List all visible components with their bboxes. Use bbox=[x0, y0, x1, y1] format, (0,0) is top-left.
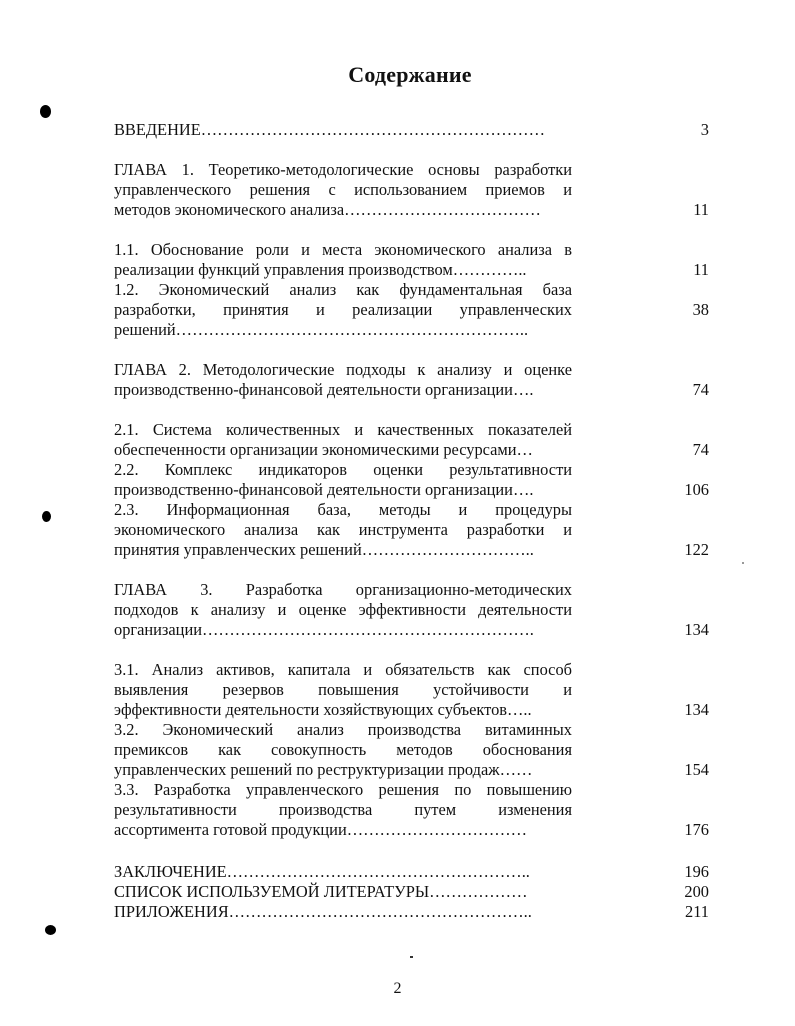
toc-entry-text: ГЛАВА 1. Теоретико-методологические основы разработки bbox=[114, 160, 572, 179]
toc-entry-text: выявления резервов повышения устойчивости и bbox=[114, 680, 572, 699]
toc-entry-text: результативности производства путем изменения bbox=[114, 800, 572, 819]
margin-hole-mark bbox=[45, 925, 56, 935]
toc-page-number: 38 bbox=[692, 300, 709, 319]
toc-entry-text: обеспеченности организации экономическими ресурсами… bbox=[114, 440, 533, 459]
toc-page-number: 211 bbox=[685, 902, 709, 921]
toc-entry-text: подходов к анализу и оценке эффективности деятельности bbox=[114, 600, 572, 619]
toc-entry-text: ГЛАВА 3. Разработка организационно-методических bbox=[114, 580, 572, 599]
toc-entry-text: 2.2. Комплекс индикаторов оценки результативности bbox=[114, 460, 572, 479]
toc-entry-text: 2.3. Информационная база, методы и процедуры bbox=[114, 500, 572, 519]
toc-entry-text: 3.3. Разработка управленческого решения по повышению bbox=[114, 780, 572, 799]
toc-page-number: 74 bbox=[692, 380, 709, 399]
scan-speck bbox=[742, 562, 744, 564]
toc-entry-text: методов экономического анализа……………………………… bbox=[114, 200, 541, 219]
scan-mark bbox=[410, 956, 413, 958]
toc-entry-section-1-2[interactable] bbox=[114, 280, 572, 340]
toc-entry-section-3-1[interactable] bbox=[114, 660, 572, 720]
page-number: 2 bbox=[393, 980, 402, 997]
toc-entry-introduction[interactable] bbox=[114, 120, 572, 140]
toc-entry-text: ПРИЛОЖЕНИЯ……………………………………………….. bbox=[114, 902, 532, 921]
toc-entry-text: управленческого решения с использованием приемов и bbox=[114, 180, 572, 199]
toc-entry-text: ЗАКЛЮЧЕНИЕ……………………………………………….. bbox=[114, 862, 530, 881]
toc-entry-chapter-3[interactable] bbox=[114, 580, 572, 640]
toc-entry-text: 1.1. Обоснование роли и места экономического анализа в bbox=[114, 240, 572, 259]
toc-entry-text: 3.1. Анализ активов, капитала и обязательств как способ bbox=[114, 660, 572, 679]
toc-entry-text: премиксов как совокупность методов обоснования bbox=[114, 740, 572, 759]
toc-page-number: 176 bbox=[684, 820, 709, 839]
toc-entry-chapter-1[interactable] bbox=[114, 160, 572, 220]
toc-page-number: 11 bbox=[693, 260, 709, 279]
page-title: Содержание bbox=[348, 62, 472, 87]
toc-entry-text: экономического анализа как инструмента разработки и bbox=[114, 520, 572, 539]
toc-entry-text: 1.2. Экономический анализ как фундаментальная база bbox=[114, 280, 572, 299]
toc-entry-text: ВВЕДЕНИЕ……………………………………………………… bbox=[114, 120, 545, 139]
toc-entry-text: принятия управленческих решений………………………….. bbox=[114, 540, 534, 559]
toc-entry-section-3-3[interactable] bbox=[114, 780, 572, 840]
toc-entry-text: эффективности деятельности хозяйствующих субъектов….. bbox=[114, 700, 532, 719]
toc-page-number: 74 bbox=[692, 440, 709, 459]
toc-entry-text: организации……………………………………………………. bbox=[114, 620, 534, 639]
toc-entry-chapter-2[interactable] bbox=[114, 360, 572, 400]
toc-entry-text: производственно-финансовой деятельности организации…. bbox=[114, 380, 534, 399]
toc-entry-text: решений……………………………………………………….. bbox=[114, 320, 529, 339]
toc-entry-text: управленческих решений по реструктуризации продаж…… bbox=[114, 760, 533, 779]
toc-page-number: 106 bbox=[684, 480, 709, 499]
toc-page-number: 154 bbox=[684, 760, 709, 779]
toc-page-number: 122 bbox=[684, 540, 709, 559]
toc-page-number: 134 bbox=[684, 700, 709, 719]
toc-entry-section-1-1[interactable] bbox=[114, 240, 572, 280]
toc-page-number: 196 bbox=[684, 862, 709, 881]
toc-entry-section-2-2[interactable] bbox=[114, 460, 572, 500]
toc-entry-conclusion[interactable] bbox=[114, 862, 572, 882]
toc-entry-text: производственно-финансовой деятельности организации…. bbox=[114, 480, 534, 499]
margin-hole-mark bbox=[40, 105, 51, 118]
toc-entry-text: разработки, принятия и реализации управленческих bbox=[114, 300, 572, 319]
toc-entry-section-2-3[interactable] bbox=[114, 500, 572, 560]
toc-entry-appendices[interactable] bbox=[114, 902, 572, 922]
toc-entry-text: 2.1. Система количественных и качественных показателей bbox=[114, 420, 572, 439]
toc-page-number: 3 bbox=[700, 120, 709, 139]
toc-entry-text: реализации функций управления производством………….. bbox=[114, 260, 527, 279]
toc-page-number: 200 bbox=[684, 882, 709, 901]
toc-entry-text: СПИСОК ИСПОЛЬЗУЕМОЙ ЛИТЕРАТУРЫ……………… bbox=[114, 882, 528, 901]
toc-entry-text: ассортимента готовой продукции…………………………… bbox=[114, 820, 528, 839]
toc-entry-references[interactable] bbox=[114, 882, 572, 902]
toc-entry-text: 3.2. Экономический анализ производства витаминных bbox=[114, 720, 572, 739]
toc-page-number: 134 bbox=[684, 620, 709, 639]
toc-entry-section-2-1[interactable] bbox=[114, 420, 572, 460]
margin-hole-mark bbox=[42, 511, 51, 522]
toc-entry-section-3-2[interactable] bbox=[114, 720, 572, 780]
toc-entry-text: ГЛАВА 2. Методологические подходы к анализу и оценке bbox=[114, 360, 572, 379]
toc-page-number: 11 bbox=[693, 200, 709, 219]
